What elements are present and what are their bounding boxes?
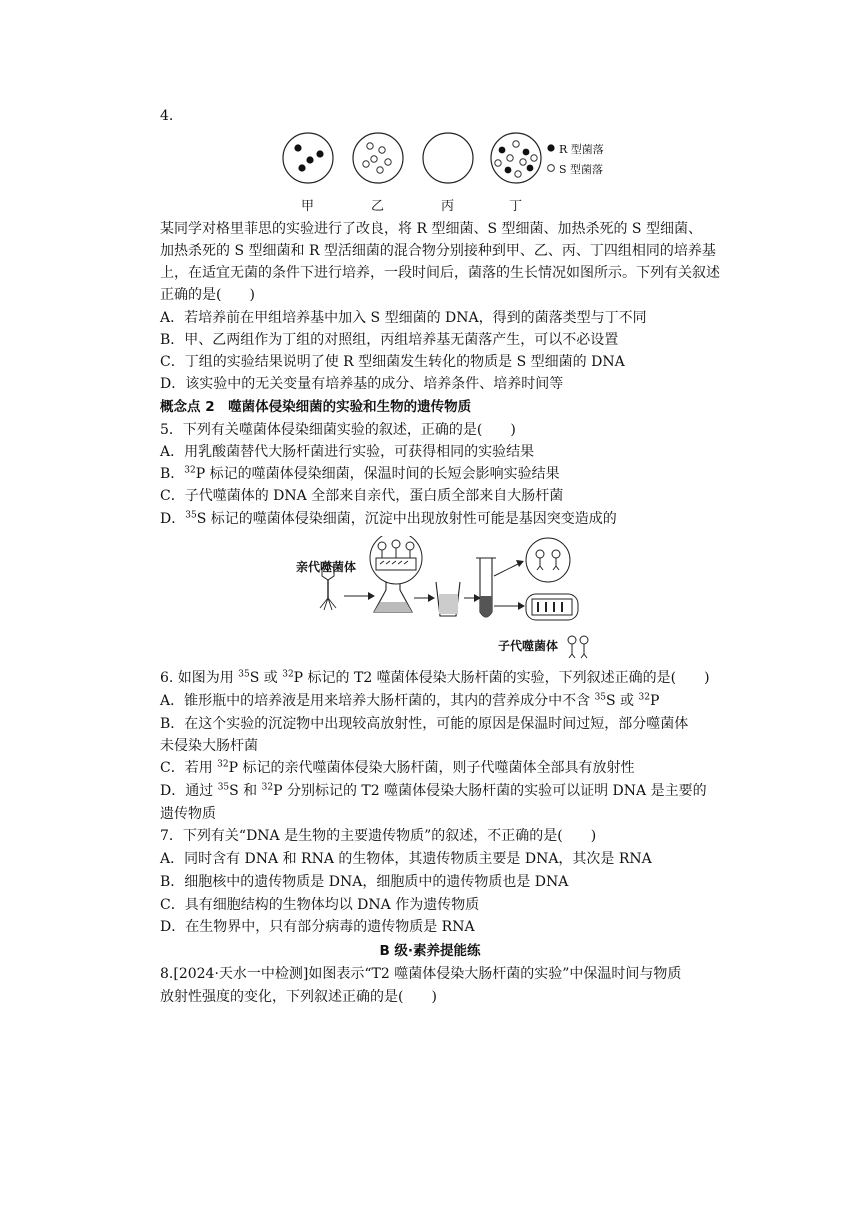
dish-bing (423, 133, 473, 183)
q5-option-a: A．用乳酸菌替代大肠杆菌进行实验，可获得相同的实验结果 (160, 444, 535, 460)
dish-label-bing: 丙 (441, 199, 455, 214)
magnified-infection-bubble (370, 536, 422, 584)
r-colony (294, 144, 301, 151)
q5-option-b: B．$^{32}$P 标记的噬菌体侵染细菌，保温时间的长短会影响实验结果 (160, 465, 560, 482)
q5-stem: 5．下列有关噬菌体侵染细菌实验的叙述，正确的是( ) (160, 422, 516, 438)
s-colony (515, 171, 521, 177)
legend-r-marker (547, 144, 554, 151)
superscript: 35 (185, 510, 197, 521)
s-colony (513, 141, 519, 147)
s-colony (377, 167, 383, 173)
q4-stem-line: 某同学对格里菲思的实验进行了改良，将 R 型细菌、S 型细菌、加热杀死的 S 型细菌、 (160, 221, 702, 237)
dish-label-ding: 丁 (509, 199, 523, 214)
s-colony (385, 159, 391, 165)
s-colony (495, 160, 501, 166)
s-colony (363, 161, 369, 167)
s-colony (371, 156, 377, 162)
r-colony (316, 150, 323, 157)
q6-stem: 6. 如图为用 $^{35}$S 或 $^{32}$P 标记的 T2 噬菌体侵染大肠杆菌的实验，下列叙述正确的是( ) (160, 669, 710, 686)
q4-stem-line: 正确的是( ) (160, 287, 255, 303)
level-b-heading: B 级·素养提能练 (379, 943, 481, 959)
legend-s-marker (548, 165, 555, 172)
q6-option-d-cont: 遗传物质 (160, 806, 216, 822)
q4-stem-line: 上，在适宜无菌的条件下进行培养，一段时间后，菌落的生长情况如图所示。下列有关叙述 (160, 265, 720, 281)
beaker-icon (436, 582, 460, 616)
section-heading: 概念点 2 噬菌体侵染细菌的实验和生物的遗传物质 (160, 399, 472, 415)
label-parent-phage: 亲代噬菌体 (296, 560, 357, 574)
q6-option-b-cont: 未侵染大肠杆菌 (160, 738, 258, 754)
q5-option-c: C．子代噬菌体的 DNA 全部来自亲代，蛋白质全部来自大肠杆菌 (160, 488, 564, 504)
legend-r-label: R 型菌落 (559, 143, 604, 156)
s-colony (531, 155, 537, 161)
q5-option-d: D．$^{35}$S 标记的噬菌体侵染细菌，沉淀中出现放射性可能是基因突变造成的 (160, 510, 617, 527)
dish-label-jia: 甲 (301, 199, 315, 214)
q6-option-d: D．通过 $^{35}$S 和 $^{32}$P 分别标记的 T2 噬菌体侵染大肠杆菌的实验可以证明 DNA 是主要的 (160, 782, 707, 799)
r-colony (505, 167, 512, 174)
label-child-phage: 子代噬菌体 (498, 639, 559, 653)
r-colony (527, 165, 534, 172)
centrifuge-tube-icon (476, 558, 496, 617)
s-colony (507, 155, 513, 161)
r-colony (306, 156, 313, 163)
r-colony (298, 164, 305, 171)
q7-stem: 7．下列有关“DNA 是生物的主要遗传物质”的叙述，不正确的是( ) (160, 828, 597, 844)
q6-option-c: C．若用 $^{32}$P 标记的亲代噬菌体侵染大肠杆菌，则子代噬菌体全部具有放射性 (160, 759, 635, 776)
precipitate-bubble (526, 594, 578, 620)
dish-label-yi: 乙 (371, 199, 385, 214)
s-colony (520, 159, 526, 165)
s-colony (367, 143, 373, 149)
legend-s-label: S 型菌落 (559, 163, 604, 176)
dish-yi (353, 133, 403, 183)
q7-option-a: A．同时含有 DNA 和 RNA 的生物体，其遗传物质主要是 DNA，其次是 RNA (160, 851, 652, 867)
r-colony (523, 149, 530, 156)
q4-stem-line: 加热杀死的 S 型细菌和 R 型活细菌的混合物分别接种到甲、乙、丙、丁四组相同的培养基 (160, 243, 716, 259)
child-phage-icon (568, 636, 588, 658)
r-colony (499, 147, 506, 154)
q4-number: 4. (160, 108, 174, 124)
q7-option-d: D．在生物界中，只有部分病毒的遗传物质是 RNA (160, 919, 475, 935)
q4-option-b: B．甲、乙两组作为丁组的对照组，丙组培养基无菌落产生，可以不必设置 (160, 332, 619, 348)
q4-option-a: A．若培养前在甲组培养基中加入 S 型细菌的 DNA，得到的菌落类型与丁不同 (160, 310, 647, 326)
superscript: 32 (184, 465, 196, 476)
q8-stem-line: 放射性强度的变化，下列叙述正确的是( ) (160, 989, 437, 1005)
q4-option-c: C．丁组的实验结果说明了使 R 型细菌发生转化的物质是 S 型细菌的 DNA (160, 354, 625, 370)
q7-option-b: B．细胞核中的遗传物质是 DNA，细胞质中的遗传物质也是 DNA (160, 874, 569, 890)
q6-option-b: B．在这个实验的沉淀物中出现较高放射性，可能的原因是保温时间过短，部分噬菌体 (160, 716, 689, 732)
q7-option-c: C．具有细胞结构的生物体均以 DNA 作为遗传物质 (160, 897, 480, 913)
supernatant-bubble (526, 538, 570, 582)
s-colony (379, 147, 385, 153)
q8-stem-line: 8.[2024·天水一中检测]如图表示“T2 噬菌体侵染大肠杆菌的实验”中保温时间与物质 (160, 966, 682, 982)
q4-option-d: D．该实验中的无关变量有培养基的成分、培养条件、培养时间等 (160, 376, 564, 392)
q6-option-a: A．锥形瓶中的培养液是用来培养大肠杆菌的，其内的营养成分中不含 $^{35}$S 或 $^{32}$P (160, 692, 660, 709)
